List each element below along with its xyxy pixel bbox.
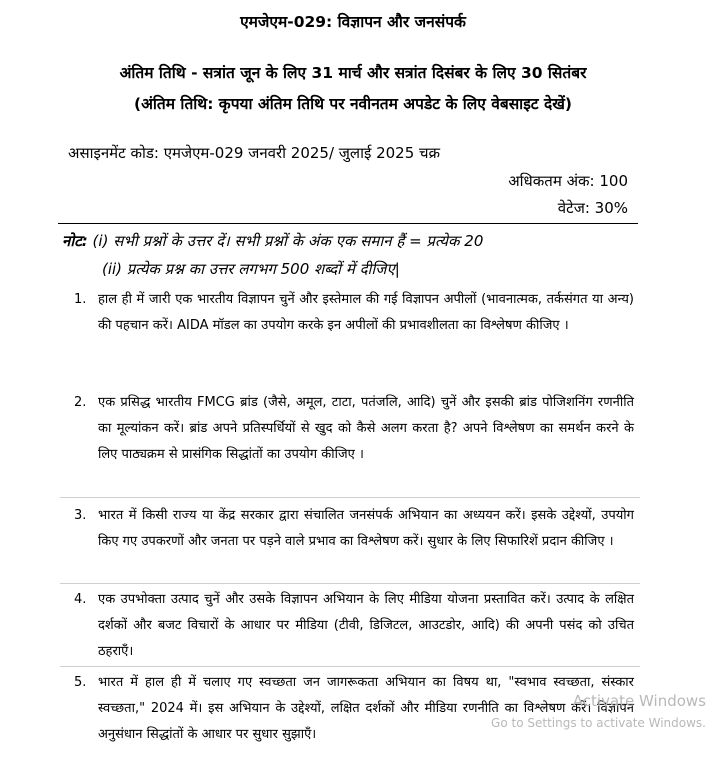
divider — [60, 583, 640, 584]
deadline-block — [0, 58, 706, 120]
question-number: 3. — [74, 508, 87, 523]
question-text: भारत में हाल ही में चलाए गए स्वच्छता जन जागरूकता अभियान का विषय था, "स्वभाव स्वच्छता, संस्कार स्वच्छता," 2024 में। इस अभियान के उद्देश्यों, लक्षित दर्शकों और मीडिया रणनीति का विश्लेषण करें। विज्ञापन अनुसंधान सिद्धांतों के आधार पर सुधार सुझाएँ। — [98, 675, 634, 742]
question-text: एक प्रसिद्ध भारतीय FMCG ब्रांड (जैसे, अमूल, टाटा, पतंजलि, आदि) चुनें और इसकी ब्रांड पोजिशनिंग रणनीति का मूल्यांकन करें। ब्रांड अपने प्रतिस्पर्धियों से खुद को कैसे अलग करता है? अपने विश्लेषण का समर्थन करने के लिए पाठ्यक्रम से प्रासंगिक सिद्धांतों का उपयोग कीजिए । — [98, 395, 634, 462]
question-number: 1. — [74, 292, 87, 307]
question-text: हाल ही में जारी एक भारतीय विज्ञापन चुनें और इस्तेमाल की गई विज्ञापन अपीलों (भावनात्मक, तर्कसंगत या अन्य) की पहचान करें। AIDA मॉडल का उपयोग करके इन अपीलों की प्रभावशीलता का विश्लेषण कीजिए । — [98, 292, 634, 333]
note-block — [62, 227, 483, 283]
question-text: भारत में किसी राज्य या केंद्र सरकार द्वारा संचालित जनसंपर्क अभियान का अध्ययन करें। इसके उद्देश्यों, उपयोग किए गए उपकरणों और जनता पर पड़ने वाले प्रभाव का विश्लेषण करें। सुधार के लिए सिफारिशें प्रदान कीजिए । — [98, 508, 634, 549]
question-number: 5. — [74, 675, 87, 690]
activate-windows-hint: Go to Settings to activate Windows. — [491, 716, 706, 730]
max-marks: अधिकतम अंक: 100 — [508, 172, 628, 190]
question-number: 2. — [74, 395, 87, 410]
question-2 — [74, 390, 634, 468]
document-title: एमजेएम-029: विज्ञापन और जनसंपर्क — [240, 13, 466, 31]
note-line-1-text: (i) सभी प्रश्नों के उत्तर दें। सभी प्रश्नों के अंक एक समान हैं = प्रत्येक 20 — [87, 232, 484, 250]
note-line-1 — [62, 227, 483, 255]
question-text: एक उपभोक्ता उत्पाद चुनें और उसके विज्ञापन अभियान के लिए मीडिया योजना प्रस्तावित करें। उत्पाद के लक्षित दर्शकों और बजट विचारों के आधार पर मीडिया (टीवी, डिजिटल, आउटडोर, आदि) की अपनी पसंद को उचित ठहराएँ। — [98, 592, 634, 659]
note-line-2: (ii) प्रत्येक प्रश्न का उत्तर लगभग 500 शब्दों में दीजिए| — [102, 260, 400, 278]
question-3 — [74, 503, 634, 555]
question-number: 4. — [74, 592, 87, 607]
note-label: नोट: — [62, 232, 88, 250]
divider — [60, 497, 640, 498]
question-1 — [74, 287, 634, 339]
deadline-line-1: अंतिम तिथि - सत्रांत जून के लिए 31 मार्च और सत्रांत दिसंबर के लिए 30 सितंबर — [119, 64, 587, 82]
question-5 — [74, 670, 634, 748]
assignment-code: असाइनमेंट कोड: एमजेएम-029 जनवरी 2025/ जुलाई 2025 चक्र — [68, 144, 441, 162]
divider — [60, 666, 640, 667]
activate-windows-watermark: Activate Windows — [572, 692, 706, 710]
deadline-line-2: (अंतिम तिथि: कृपया अंतिम तिथि पर नवीनतम अपडेट के लिए वेबसाइट देखें) — [133, 95, 573, 113]
question-4 — [74, 587, 634, 665]
weightage: वेटेज: 30% — [557, 199, 628, 217]
header-rule — [58, 223, 638, 224]
